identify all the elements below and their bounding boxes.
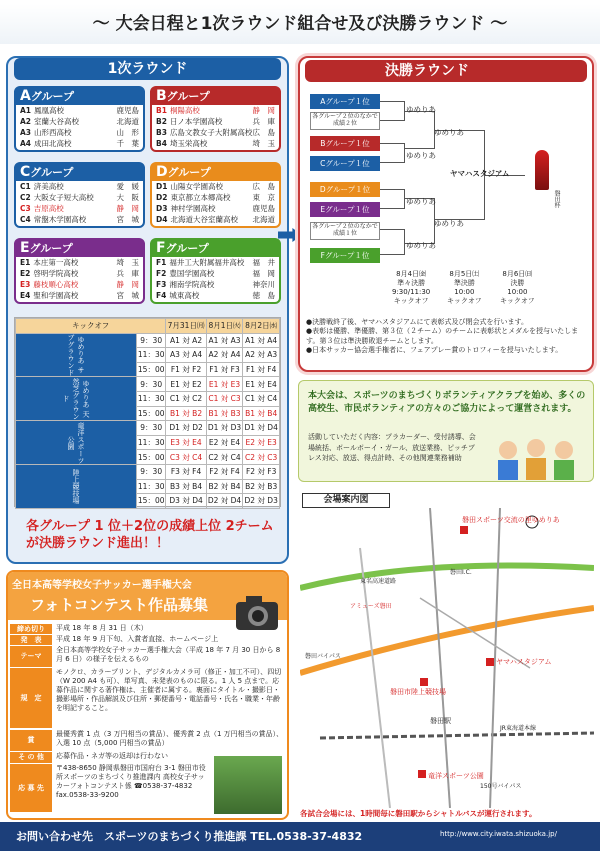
team-id: B3 (156, 128, 167, 137)
schedule-cell: 9：30 (137, 333, 166, 348)
team-name: 常盤木学園高校 (33, 215, 87, 224)
team-pref: 静 岡 (116, 204, 139, 213)
team-id: D2 (156, 193, 168, 202)
photo-row-label: テーマ (10, 646, 52, 667)
team-pref: 北海道 (116, 117, 139, 126)
trophy-icon (535, 150, 549, 190)
schedule-row (16, 464, 280, 479)
schedule-cell: C3 対 C4 (166, 450, 206, 465)
schedule-cell: B2 対 B4 (206, 479, 243, 494)
final-note: ●日本サッカー協会選手権者に、フェアプレー賞のトロフィーを授与いたします。 (306, 346, 563, 355)
team-name: 啓明学院高校 (33, 269, 79, 278)
team-name: 吉原高校 (33, 204, 64, 213)
trophy-label: 磐田杯 (553, 190, 560, 208)
team-pref: 徳 島 (252, 291, 275, 300)
schedule-row (16, 377, 280, 392)
photo-row-label: 締め切り (10, 624, 52, 634)
schedule-cell: 15：00 (137, 450, 166, 465)
team-pref: 広 島 (252, 128, 275, 137)
team-id: C2 (20, 193, 31, 202)
group-header (152, 164, 279, 181)
group-letter: E (20, 240, 30, 256)
schedule-cell: E1 対 E4 (243, 377, 280, 392)
team-id: F2 (156, 269, 167, 278)
photo-row-value: 平成 18 年 8 月 31 日（木） (56, 624, 148, 632)
photo-row-value: 全日本高等学校女子サッカー選手権大会（平成 18 年 7 月 30 日から 8 月 6 日）の様子を伝えるもの (56, 646, 281, 663)
team-id: C3 (20, 204, 31, 213)
schedule-cell: A1 対 A3 (206, 333, 243, 348)
footer: お問い合わせ先 スポーツのまちづくり推進課 TEL.0538-37-4832 (0, 822, 600, 851)
team-pref: 鹿児島 (252, 204, 275, 213)
final-date-d: 8月5日㈯ (449, 270, 480, 278)
venue-map (300, 508, 594, 808)
schedule-cell: D1 対 D4 (243, 421, 280, 436)
team-name: 成田北高校 (34, 139, 72, 148)
team-name: 室蘭大谷高校 (34, 117, 80, 126)
team-row (152, 105, 279, 116)
schedule-header: キックオフ (16, 319, 166, 334)
team-row (16, 127, 143, 138)
schedule-cell: F1 対 F2 (166, 362, 206, 377)
team-pref: 大 阪 (116, 193, 139, 202)
team-row (16, 192, 143, 203)
team-name: 聖和学園高校 (33, 291, 79, 300)
group-suffix: グループ (29, 242, 73, 255)
page-title: 〜 大会日程と1次ラウンド組合せ及び決勝ラウンド 〜 (0, 4, 600, 44)
final-date (500, 270, 535, 306)
team-row (16, 116, 143, 127)
bracket-venue: ゆめりあ (406, 105, 436, 114)
photo-row-label: 賞 (10, 730, 52, 751)
final-date (447, 270, 482, 306)
map-note: 各試合会場には、1時間毎に磐田駅からシャトルバスが運行されます。 (300, 809, 537, 818)
bracket-venue: ゆめりあ (406, 241, 436, 250)
team-id: A2 (20, 117, 32, 126)
final-date-k: キックオフ (393, 297, 429, 305)
schedule-cell: A1 対 A2 (166, 333, 206, 348)
map-label: 磐田I.C. (450, 569, 472, 576)
schedule-cell: C1 対 C2 (166, 391, 206, 406)
team-row (16, 181, 143, 192)
team-name: 埼玉栄高校 (169, 139, 208, 148)
volunteer-text: 本大会は、スポーツのまちづくりボランティアクラブを始め、多くの高校生、市民ボランティアの方々のご協力によって運営されます。 (308, 391, 586, 414)
bracket-line (380, 189, 405, 209)
bracket-line (380, 101, 405, 121)
team-pref: 福 井 (252, 258, 275, 267)
team-pref: 兵 庫 (252, 117, 275, 126)
team-name: 城東高校 (169, 291, 200, 300)
group-header (16, 164, 143, 181)
group-header (16, 88, 143, 105)
bracket-venue: ゆめりあ (406, 151, 436, 160)
schedule-cell: F2 対 F3 (243, 464, 280, 479)
bracket-line (380, 143, 405, 163)
bracket-slot: Eグループ１位 (310, 202, 380, 217)
team-row (16, 203, 143, 214)
final-date-t: 10:00 (454, 288, 475, 296)
schedule-cell: D2 対 D4 (206, 494, 243, 509)
team-pref: 宮 城 (116, 215, 139, 224)
group-header (16, 240, 143, 257)
schedule-cell: 9：30 (137, 377, 166, 392)
team-id: D1 (156, 182, 168, 191)
team-pref: 鹿児島 (116, 106, 139, 115)
schedule-cell: 15：00 (137, 406, 166, 421)
final-date-r: 決勝 (510, 279, 525, 287)
team-pref: 千 葉 (116, 139, 139, 148)
group-suffix: グループ (30, 90, 74, 103)
schedule-cell: E1 対 E3 (206, 377, 243, 392)
team-id: A4 (20, 139, 32, 148)
soccer-photo (214, 756, 282, 814)
bracket-slot: Aグループ１位 (310, 94, 380, 109)
schedule-row (16, 421, 280, 436)
team-id: E2 (20, 269, 31, 278)
team-id: C1 (20, 182, 31, 191)
team-id: F1 (156, 258, 167, 267)
final-date-r: 準決勝 (453, 279, 475, 287)
volunteer-sub: 活動していただく内容：プラカーダー、受付誘導、会場統括、ボールボーイ・ガール、放送業務、ピッチブレス対応、放送、得点計時、その他関連業務補助 (308, 433, 476, 462)
team-id: A3 (20, 128, 32, 137)
map-label: アミューズ磐田 (350, 603, 392, 610)
team-id: A1 (20, 106, 32, 115)
schedule-cell: C2 対 C3 (243, 450, 280, 465)
team-name: 湘南学院高校 (169, 280, 215, 289)
team-name: 鳳凰高校 (34, 106, 65, 115)
venue-label: 竜洋スポーツ公園 (16, 421, 137, 465)
team-name: 山陽女学園高校 (170, 182, 223, 191)
final-date-r: 準々決勝 (397, 279, 426, 287)
group-box (14, 238, 145, 304)
team-name: 福井工大附属福井高校 (169, 258, 245, 267)
final-date-t: 10:00 (507, 288, 528, 296)
bracket-venue: ゆめりあ (434, 128, 464, 137)
team-row (16, 279, 143, 290)
venue-label: 陸上競技場 (16, 464, 137, 508)
group-box (150, 86, 281, 152)
advance-note: 各グループ 1 位＋2位の成績上位 2チームが決勝ラウンド進出！！ (26, 519, 274, 551)
schedule-cell: 11：30 (137, 348, 166, 363)
team-name: 済美高校 (33, 182, 64, 191)
team-pref: 埼 玉 (252, 139, 275, 148)
schedule-cell: C2 対 C4 (206, 450, 243, 465)
team-pref: 北海道 (252, 215, 275, 224)
team-row (152, 279, 279, 290)
team-name: 桐陽高校 (169, 106, 200, 115)
bracket-venue: ゆめりあ (406, 197, 436, 206)
bracket-line (405, 111, 435, 149)
photo-row (10, 730, 286, 751)
group-letter: A (20, 88, 31, 104)
bracket-slot: 各グループ２位のなかで成績１位 (310, 222, 380, 240)
final-date-t: 9:30/11:30 (392, 288, 431, 296)
schedule-cell: F2 対 F4 (206, 464, 243, 479)
photo-row-value: 最優秀賞 1 点（3 万円相当の賞品）、優秀賞 2 点（1 万円相当の賞品）、入選 10 点（5,000 円相当の賞品） (56, 730, 284, 747)
team-id: D4 (156, 215, 168, 224)
team-name: 東京都立本郷高校 (170, 193, 231, 202)
team-name: 豊国学園高校 (169, 269, 215, 278)
schedule-cell: F1 対 F4 (243, 362, 280, 377)
team-row (152, 214, 279, 225)
team-name: 本庄第一高校 (33, 258, 79, 267)
group-box (14, 86, 145, 152)
schedule-cell: 11：30 (137, 391, 166, 406)
photo-row (10, 646, 286, 667)
team-row (152, 181, 279, 192)
bracket-line (380, 229, 405, 255)
schedule-table (14, 317, 281, 507)
team-name: 神村学園高校 (170, 204, 216, 213)
team-pref: 宮 城 (116, 291, 139, 300)
final-note: ●表彰は優勝、準優勝、第３位（２チーム）のチームに表彰状とメダルを授与いたします。第３位は準決勝敗退チームとします。 (306, 327, 579, 345)
group-box (150, 238, 281, 304)
schedule-cell: F1 対 F3 (206, 362, 243, 377)
photo-row-value: モノクロ、カラープリント、デジタルカメラ可（修正・加工不可）、四切（W 200 A4 も可）、単写真、未発表のものに限る。1 人 5 点まで。応募作品に関する著作権は、主催者に属する。裏面にタイトル・撮影日・撮影場所・作品解説及び住所・郵便番号・電話番号・氏名・職業・年齢を明記すること。 (56, 668, 282, 712)
group-box (14, 162, 145, 228)
team-pref: 静 岡 (116, 280, 139, 289)
final-note: ●決勝戦終了後、ヤマハスタジアムにて表彰式及び閉会式を行います。 (306, 318, 528, 326)
team-id: F3 (156, 280, 167, 289)
bracket-venue: ゆめりあ (434, 219, 464, 228)
photo-row-label: 発 表 (10, 635, 52, 645)
photo-row-value: 〒438-8650 静岡県磐田市国府台 3-1 磐田市役所スポーツのまちづくり推進課内 高校女子サッカーフォトコンテスト係 ☎0538-37-4832 fax.0538-33-9200 (56, 764, 206, 799)
schedule-cell: 9：30 (137, 421, 166, 436)
venue-label: ゆめりあ 天然芝グラウンド (16, 377, 137, 421)
team-id: E3 (20, 280, 31, 289)
photo-row (10, 668, 286, 728)
final-notes (306, 318, 586, 356)
schedule-cell: A3 対 A4 (166, 348, 206, 363)
team-pref: 愛 媛 (116, 182, 139, 191)
photo-row (10, 635, 286, 645)
schedule-cell: E2 対 E3 (243, 435, 280, 450)
team-name: 日ノ本学園高校 (169, 117, 223, 126)
photo-row-label: そ の 他 (10, 752, 52, 763)
schedule-cell: E1 対 E2 (166, 377, 206, 392)
group-suffix: グループ (30, 166, 74, 179)
schedule-header: 8月1日㈫ (206, 319, 243, 334)
bracket-slot: 各グループ２位のなかで成績２位 (310, 112, 380, 130)
schedule-cell: E2 対 E4 (206, 435, 243, 450)
footer-url[interactable]: http://www.city.iwata.shizuoka.jp/ (440, 830, 557, 838)
schedule-cell: A1 対 A4 (243, 333, 280, 348)
final-date-k: キックオフ (447, 297, 482, 305)
team-row (16, 105, 143, 116)
schedule-header: 7月31日㈪ (166, 319, 206, 334)
schedule-cell: 11：30 (137, 479, 166, 494)
map-label: 竜洋スポーツ公園 (428, 772, 484, 780)
photo-row-label: 規 定 (10, 668, 52, 728)
team-row (152, 127, 279, 138)
volunteers-illustration (488, 432, 588, 480)
map-label: 磐田駅 (430, 717, 451, 725)
bracket-slot: Cグループ１位 (310, 156, 380, 171)
photo-row-label: 応 募 先 (10, 764, 52, 812)
bracket-slot: Fグループ１位 (310, 248, 380, 263)
photo-row-value: 応募作品・ネガ等の返却は行わない (56, 752, 168, 760)
team-row (152, 192, 279, 203)
photo-contest-title1: 全日本高等学校女子サッカー選手権大会 (12, 580, 192, 591)
group-header (152, 240, 279, 257)
photo-row-value: 平成 18 年 9 月下旬、入賞者直接、ホームページ上 (56, 635, 219, 643)
team-pref: 福 岡 (252, 269, 275, 278)
bracket-slot: Bグループ１位 (310, 136, 380, 151)
final-date (392, 270, 430, 306)
schedule-header: 8月2日㈬ (243, 319, 280, 334)
group-box (150, 162, 281, 228)
schedule-cell: B2 対 B3 (243, 479, 280, 494)
schedule-cell: D1 対 D2 (166, 421, 206, 436)
team-row (152, 268, 279, 279)
final-date-d: 8月4日㈮ (396, 270, 427, 278)
team-id: E4 (20, 291, 31, 300)
group-letter: D (156, 164, 168, 180)
team-name: 北海道大谷室蘭高校 (170, 215, 238, 224)
final-date-d: 8月6日㈰ (502, 270, 533, 278)
team-id: D3 (156, 204, 168, 213)
map-label: ヤマハスタジアム (496, 658, 552, 666)
map-label: 150号バイパス (480, 783, 522, 790)
team-row (16, 268, 143, 279)
map-label: 磐田市陸上競技場 (390, 688, 446, 696)
schedule-cell: 15：00 (137, 362, 166, 377)
schedule-cell: A2 対 A4 (206, 348, 243, 363)
photo-contest-title2: フォトコンテスト作品募集 (30, 596, 209, 614)
schedule-cell: D3 対 D4 (166, 494, 206, 509)
team-id: B2 (156, 117, 167, 126)
team-row (16, 257, 143, 268)
team-id: B1 (156, 106, 167, 115)
map-label: JR東海道本線 (500, 725, 536, 732)
map-label: 磐田スポーツ交流の里ゆめりあ (462, 516, 560, 524)
schedule-cell: C1 対 C3 (206, 391, 243, 406)
schedule-row (16, 333, 280, 348)
team-row (152, 138, 279, 149)
schedule-cell: B1 対 B3 (206, 406, 243, 421)
team-id: B4 (156, 139, 167, 148)
team-pref: 埼 玉 (116, 258, 139, 267)
group-header (152, 88, 279, 105)
team-pref: 静 岡 (252, 106, 275, 115)
schedule-cell: E3 対 E4 (166, 435, 206, 450)
schedule-cell: B1 対 B2 (166, 406, 206, 421)
photo-row (10, 764, 210, 812)
schedule-cell: D1 対 D3 (206, 421, 243, 436)
team-row (152, 290, 279, 301)
schedule-cell: C1 対 C4 (243, 391, 280, 406)
team-name: 大阪女子短大高校 (33, 193, 94, 202)
schedule-cell: B1 対 B4 (243, 406, 280, 421)
schedule-cell: 15：00 (137, 494, 166, 509)
schedule-cell: 9：30 (137, 464, 166, 479)
team-pref: 神奈川 (252, 280, 275, 289)
photo-row (10, 624, 286, 634)
schedule-cell: 11：30 (137, 435, 166, 450)
team-pref: 兵 庫 (116, 269, 139, 278)
team-name: 藤枝順心高校 (33, 280, 79, 289)
team-row (152, 257, 279, 268)
team-name: 山形西高校 (34, 128, 72, 137)
team-row (16, 290, 143, 301)
group-suffix: グループ (165, 242, 209, 255)
schedule-cell: B3 対 B4 (166, 479, 206, 494)
schedule-cell: A2 対 A3 (243, 348, 280, 363)
team-pref: 山 形 (116, 128, 139, 137)
team-id: C4 (20, 215, 31, 224)
group-suffix: グループ (166, 90, 210, 103)
bracket-final-venue: ヤマハスタジアム (450, 169, 510, 178)
map-label: 東名高速道路 (360, 578, 397, 585)
map-label: 磐田バイパス (305, 653, 341, 660)
group-letter: B (156, 88, 167, 104)
final-date-k: キックオフ (500, 297, 535, 305)
schedule-cell: F3 対 F4 (166, 464, 206, 479)
group-suffix: グループ (167, 166, 211, 179)
group-letter: F (156, 240, 166, 256)
bracket-slot: Dグループ１位 (310, 182, 380, 197)
team-id: E1 (20, 258, 31, 267)
round1-title: 1次ラウンド (14, 58, 281, 80)
final-title: 決勝ラウンド (305, 60, 587, 82)
team-row (16, 214, 143, 225)
team-row (16, 138, 143, 149)
group-letter: C (20, 164, 31, 180)
map-title: 会場案内図 (302, 493, 390, 508)
team-name: 広島文教女子大附属高校 (169, 128, 253, 137)
venue-label: ゆめりあ サブグラウンド (16, 333, 137, 377)
schedule-cell: D2 対 D3 (243, 494, 280, 509)
team-pref: 東 京 (252, 193, 275, 202)
team-pref: 広 島 (252, 182, 275, 191)
team-row (152, 116, 279, 127)
team-row (152, 203, 279, 214)
team-id: F4 (156, 291, 167, 300)
